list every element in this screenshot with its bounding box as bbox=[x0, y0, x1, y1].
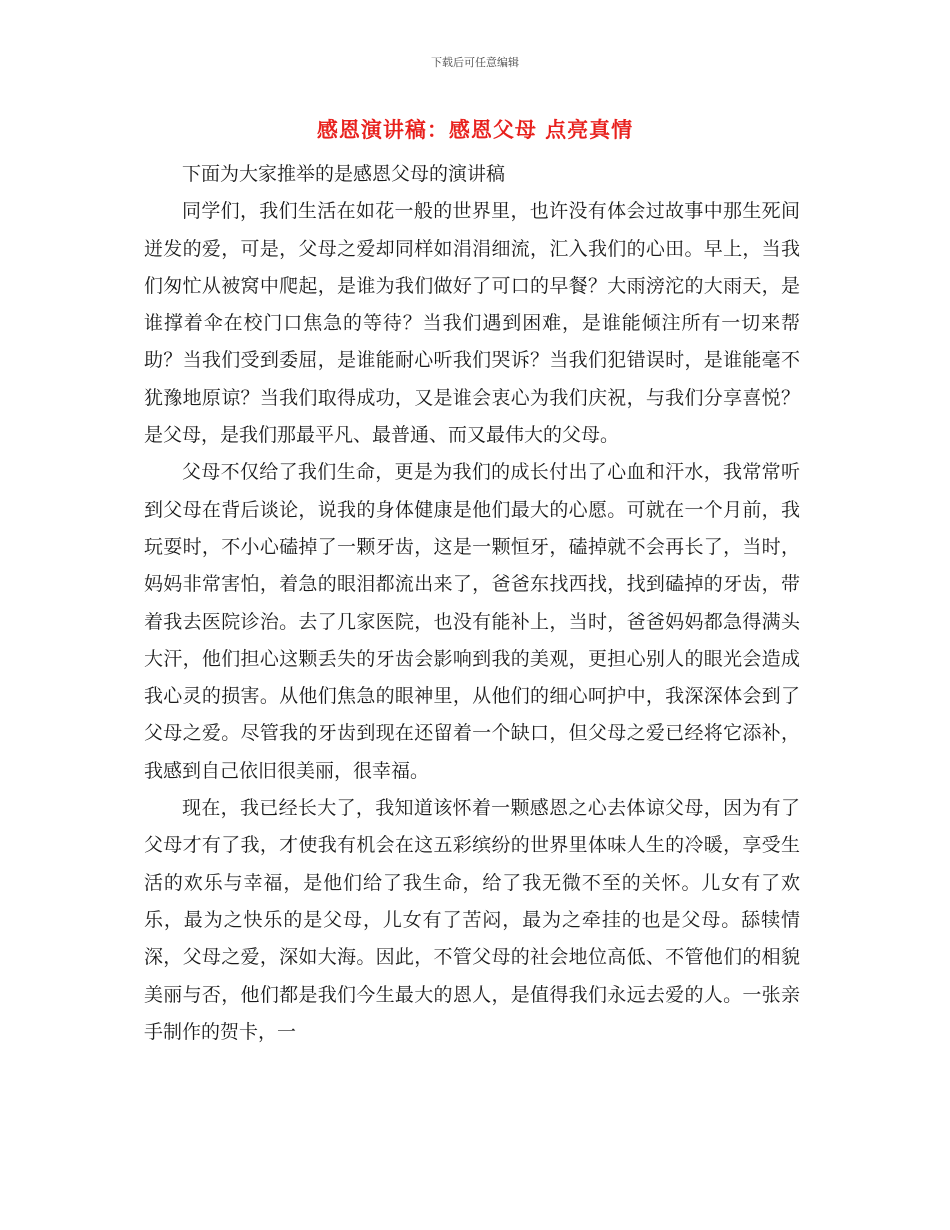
document-body bbox=[144, 156, 800, 1051]
paragraph-3: 现在，我已经长大了，我知道该怀着一颗感恩之心去体谅父母，因为有了父母才有了我，才使我有机会在这五彩缤纷的世界里体味人生的冷暖，享受生活的欢乐与幸福，是他们给了我生命，给了我无微不至的关怀。儿女有了欢乐，最为之快乐的是父母，儿女有了苦闷，最为之牵挂的也是父母。舔犊情深，父母之爱，深如大海。因此，不管父母的社会地位高低、不管他们的相貌美丽与否，他们都是我们今生最大的恩人，是值得我们永远去爱的人。一张亲手制作的贺卡，一 bbox=[144, 797, 800, 1043]
paragraph-2: 父母不仅给了我们生命，更是为我们的成长付出了心血和汗水，我常常听到父母在背后谈论，说我的身体健康是他们最大的心愿。可就在一个月前，我玩耍时，不小心磕掉了一颗牙齿，这是一颗恒牙，磕掉就不会再长了，当时，妈妈非常害怕，着急的眼泪都流出来了，爸爸东找西找，找到磕掉的牙齿，带着我去医院诊治。去了几家医院，也没有能补上，当时，爸爸妈妈都急得满头大汗，他们担心这颗丢失的牙齿会影响到我的美观，更担心别人的眼光会造成我心灵的损害。从他们焦急的眼神里，从他们的细心呵护中，我深深体会到了父母之爱。尽管我的牙齿到现在还留着一个缺口，但父母之爱已经将它添补，我感到自己依旧很美丽，很幸福。 bbox=[144, 461, 800, 782]
page-header: 下载后可任意编辑 bbox=[431, 56, 519, 69]
paragraph-intro: 下面为大家推举的是感恩父母的演讲稿 bbox=[182, 163, 506, 185]
document-title: 感恩演讲稿：感恩父母 点亮真情 bbox=[316, 118, 634, 142]
paragraph-1: 同学们，我们生活在如花一般的世界里，也许没有体会过故事中那生死间迸发的爱，可是，父母之爱却同样如涓涓细流，汇入我们的心田。早上，当我们匆忙从被窝中爬起，是谁为我们做好了可口的早餐？大雨滂沱的大雨天，是谁撑着伞在校门口焦急的等待？当我们遇到困难，是谁能倾注所有一切来帮助？当我们受到委屈，是谁能耐心听我们哭诉？当我们犯错误时，是谁能毫不犹豫地原谅？当我们取得成功，又是谁会衷心为我们庆祝，与我们分享喜悦？是父母，是我们那最平凡、最普通、而又最伟大的父母。 bbox=[144, 200, 800, 447]
